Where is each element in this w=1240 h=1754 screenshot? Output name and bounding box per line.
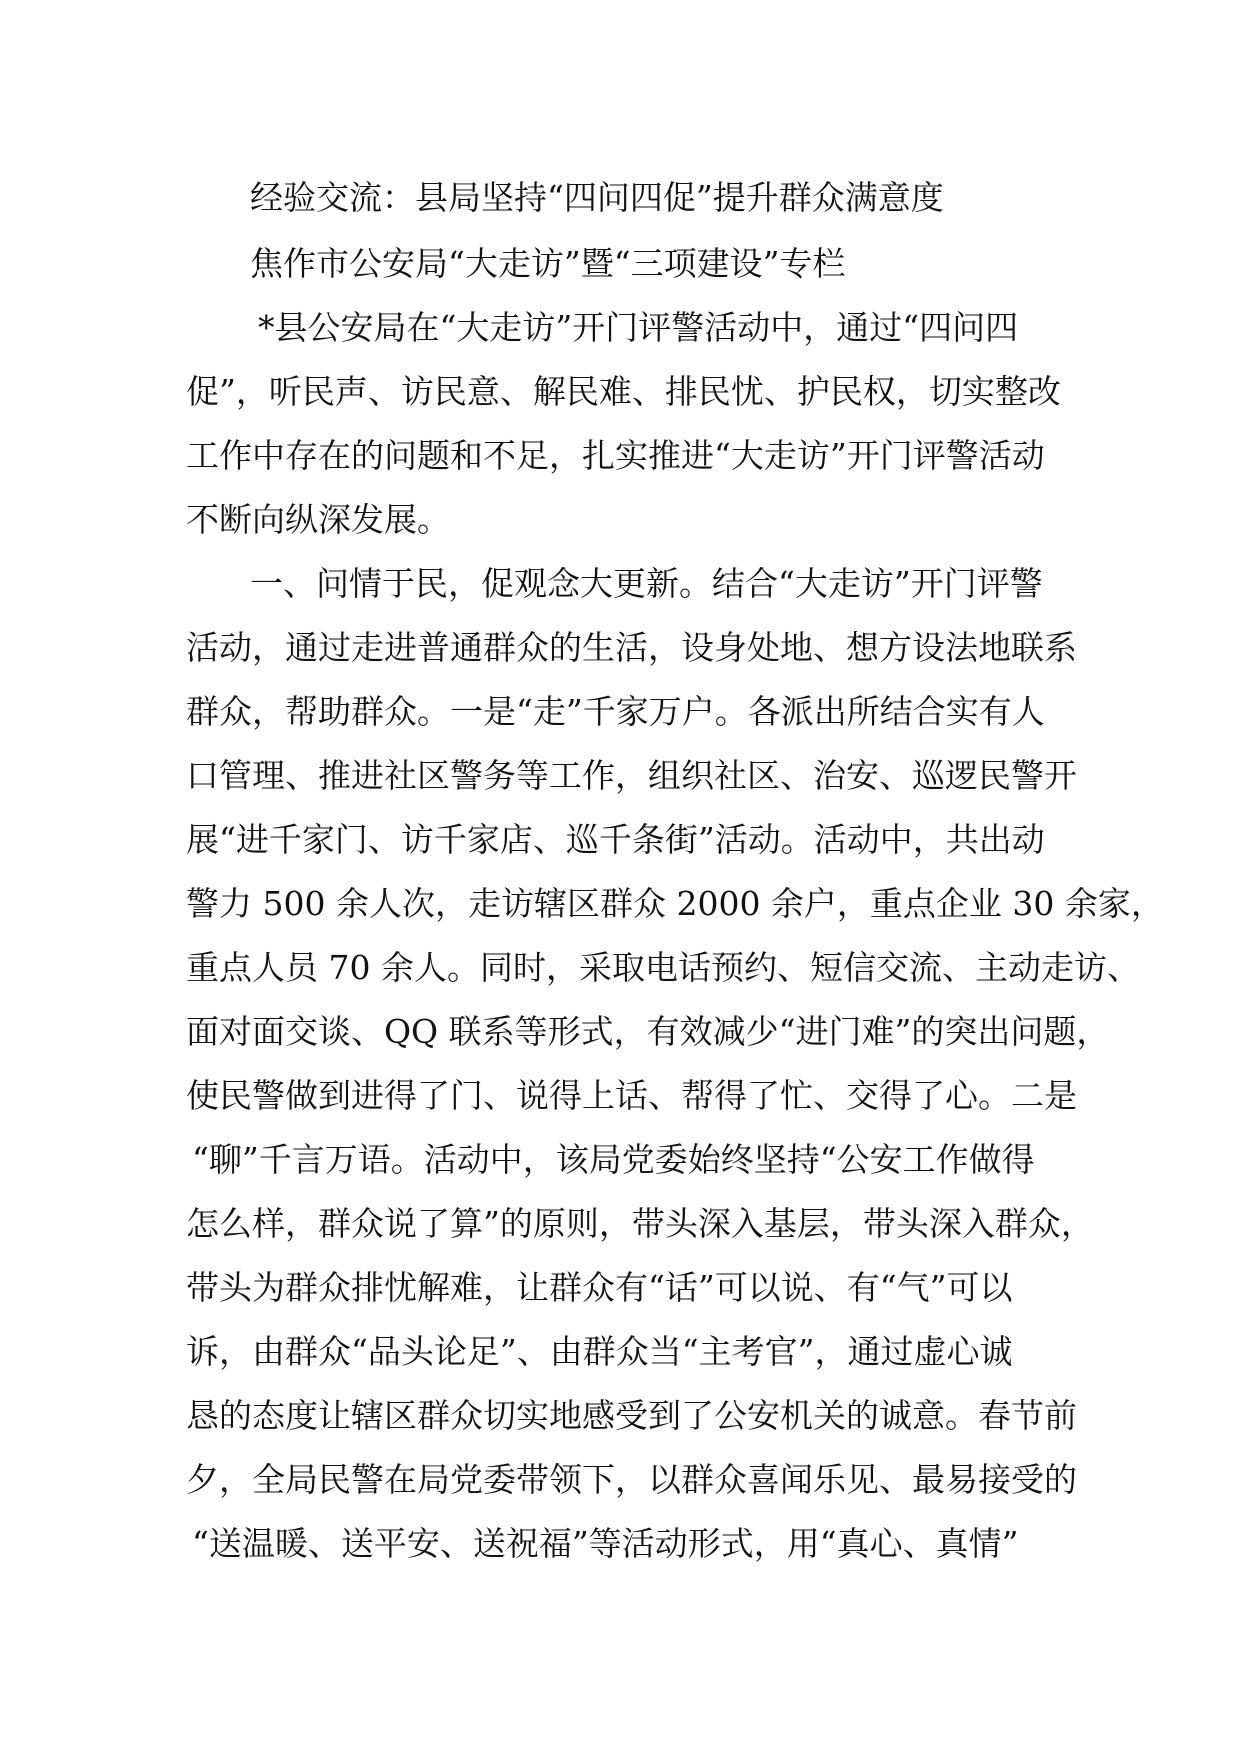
paragraph-line: 怎么样，群众说了算”的原则，带头深入基层，带头深入群众，	[186, 1204, 1094, 1243]
paragraph-line: 带头为群众排忧解难，让群众有“话”可以说、有“气”可以	[186, 1268, 1013, 1307]
paragraph-line: 警力 500 余人次，走访辖区群众 2000 余户，重点企业 30 余家，	[186, 884, 1164, 923]
document-subtitle: 焦作市公安局“大走访”暨“三项建设”专栏	[250, 244, 846, 283]
paragraph-line: 重点人员 70 余人。同时，采取电话预约、短信交流、主动走访、	[186, 948, 1140, 987]
paragraph-line: 展“进千家门、访千家店、巡千条街”活动。活动中，共出动	[186, 820, 1045, 859]
paragraph-line: 群众，帮助群众。一是“走”千家万户。各派出所结合实有人	[186, 692, 1045, 731]
paragraph-line: 面对面交谈、QQ 联系等形式，有效减少“进门难”的突出问题，	[186, 1012, 1110, 1051]
paragraph-line: “聊”千言万语。活动中，该局党委始终坚持“公安工作做得	[192, 1140, 1035, 1179]
document-title: 经验交流：县局坚持“四问四促”提升群众满意度	[250, 178, 944, 217]
paragraph-line: *县公安局在“大走访”开门评警活动中，通过“四问四	[258, 308, 1019, 347]
paragraph-line: 工作中存在的问题和不足，扎实推进“大走访”开门评警活动	[186, 436, 1045, 475]
paragraph-line: 恳的态度让辖区群众切实地感受到了公安机关的诚意。春节前	[186, 1396, 1077, 1435]
paragraph-line: 夕，全局民警在局党委带领下，以群众喜闻乐见、最易接受的	[186, 1460, 1077, 1499]
paragraph-line: 活动，通过走进普通群众的生活，设身处地、想方设法地联系	[186, 628, 1077, 667]
paragraph-line: 诉，由群众“品头论足”、由群众当“主考官”，通过虚心诚	[186, 1332, 1013, 1371]
paragraph-line: 不断向纵深发展。	[186, 500, 450, 539]
paragraph-line: 使民警做到进得了门、说得上话、帮得了忙、交得了心。二是	[186, 1076, 1077, 1115]
paragraph-line: 促”，听民声、访民意、解民难、排民忧、护民权，切实整改	[186, 372, 1061, 411]
paragraph-line: 口管理、推进社区警务等工作，组织社区、治安、巡逻民警开	[186, 756, 1077, 795]
paragraph-line: “送温暖、送平安、送祝福”等活动形式，用“真心、真情”	[192, 1524, 1019, 1563]
paragraph-line: 一、问情于民，促观念大更新。结合“大走访”开门评警	[250, 564, 1043, 603]
document-body	[186, 166, 1164, 1576]
